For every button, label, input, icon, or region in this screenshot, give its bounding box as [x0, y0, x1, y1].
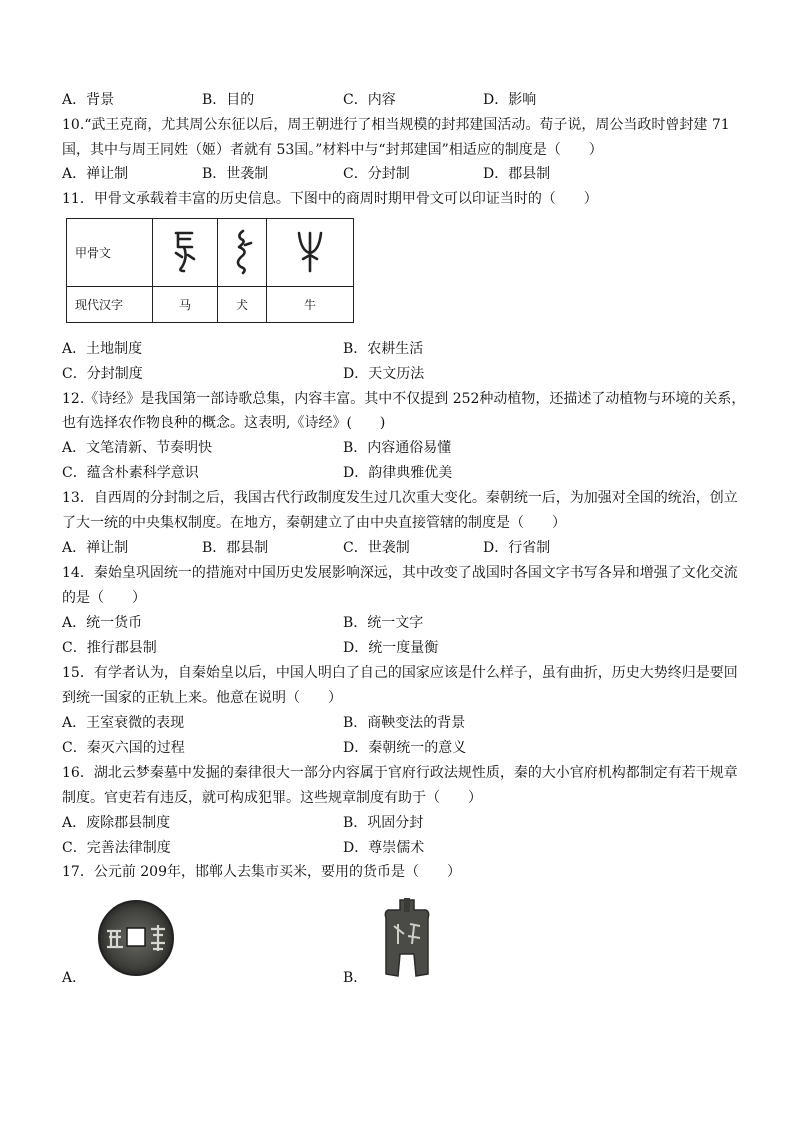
q10-option-c: C．分封制 — [343, 166, 410, 182]
q12-option-a: A．文笔清新、节奏明快 — [62, 440, 213, 456]
q15-option-a: A．王室衰微的表现 — [62, 715, 185, 731]
q15-option-b: B．商鞅变法的背景 — [343, 715, 466, 731]
table-row-label-oracle: 甲骨文 — [67, 219, 153, 287]
q16-stem-line-2: 制度。官吏若有违反，就可构成犯罪。这些规章制度有助于（ ） — [62, 790, 482, 806]
banliang-coin-image-icon — [93, 895, 179, 985]
q12-stem-line-2: 也有选择农作物良种的概念。这表明,《诗经》( ) — [62, 415, 386, 431]
q17-option-a: A． — [62, 970, 87, 986]
q12-option-b: B．内容通俗易懂 — [343, 440, 452, 456]
q17-stem-line-1: 17．公元前 209年，邯郸人去集市买米，要用的货币是（ ） — [62, 864, 461, 880]
q15-stem-line-2: 到统一国家的正轨上来。他意在说明（ ） — [62, 690, 342, 706]
q13-option-c: C．世袭制 — [343, 540, 410, 556]
modern-char-dog: 犬 — [218, 287, 267, 323]
q14-option-c: C．推行郡县制 — [62, 640, 157, 656]
q14-stem-line-2: 的是（ ） — [62, 590, 146, 606]
q11-option-d: D．天文历法 — [343, 366, 425, 382]
q16-option-d: D．尊崇儒术 — [343, 840, 425, 856]
q12-stem-line-1: 12.《诗经》是我国第一部诗歌总集，内容丰富。其中不仅提到 252种动植物，还描述了动植物与环境的关系， — [62, 391, 746, 407]
q16-option-a: A．废除郡县制度 — [62, 815, 171, 831]
q10-option-d: D．郡县制 — [483, 166, 551, 182]
q11-option-a: A．土地制度 — [62, 341, 143, 357]
q12-option-d: D．韵律典雅优美 — [343, 465, 453, 481]
q11-option-b: B．农耕生活 — [343, 341, 424, 357]
q13-stem-line-1: 13．自西周的分封制之后，我国古代行政制度发生过几次重大变化。秦朝统一后，为加强对全国的统治，创立 — [62, 490, 738, 506]
q15-option-d: D．秦朝统一的意义 — [343, 740, 467, 756]
q15-stem-line-1: 15．有学者认为，自秦始皇以后，中国人明白了自己的国家应该是什么样子，虽有曲折，历史大势终归是要回 — [62, 665, 738, 681]
q16-option-b: B．巩固分封 — [343, 815, 424, 831]
oracle-glyph-ox-icon — [267, 219, 354, 287]
q10-option-a: A．禅让制 — [62, 166, 129, 182]
q11-stem-line-1: 11．甲骨文承载着丰富的历史信息。下图中的商周时期甲骨文可以印证当时的（ ） — [62, 191, 598, 207]
oracle-glyph-dog-icon — [218, 219, 267, 287]
q10-stem-line-2: 国，其中与周王同姓（姬）者就有 53国。”材料中与“封邦建国”相适应的制度是（ ） — [62, 142, 603, 158]
q16-stem-line-1: 16．湖北云梦秦墓中发掘的秦律很大一部分内容属于官府行政法规性质，秦的大小官府机构都制定有若干规章 — [62, 765, 738, 781]
q13-option-b: B．郡县制 — [202, 540, 269, 556]
q10-stem-line-1: 10.“武王克商，尤其周公东征以后，周王朝进行了相当规模的封邦建国活动。荀子说，周公当政时曾封建 71 — [62, 117, 730, 133]
modern-char-horse: 马 — [153, 287, 218, 323]
q13-stem-line-2: 了大一统的中央集权制度。在地方，秦朝建立了由中央直接管辖的制度是（ ） — [62, 515, 566, 531]
q10-option-b: B．世袭制 — [202, 166, 269, 182]
q9-option-b: B．目的 — [202, 92, 255, 108]
q14-option-b: B．统一文字 — [343, 615, 424, 631]
oracle-bone-table — [66, 218, 354, 323]
q14-stem-line-1: 14．秦始皇巩固统一的措施对中国历史发展影响深远，其中改变了战国时各国文字书写各异和增强了文化交流 — [62, 565, 738, 581]
q14-option-a: A．统一货币 — [62, 615, 143, 631]
modern-char-ox: 牛 — [267, 287, 354, 323]
q9-option-a: A．背景 — [62, 92, 115, 108]
q13-option-a: A．禅让制 — [62, 540, 129, 556]
table-row-label-modern: 现代汉字 — [67, 287, 153, 323]
q9-option-d: D．影响 — [483, 92, 537, 108]
q9-option-c: C．内容 — [343, 92, 396, 108]
q16-option-c: C．完善法律制度 — [62, 840, 171, 856]
q17-option-b: B． — [343, 970, 368, 986]
spade-coin-image-icon — [370, 896, 444, 986]
q15-option-c: C．秦灭六国的过程 — [62, 740, 185, 756]
oracle-glyph-horse-icon — [153, 219, 218, 287]
q13-option-d: D．行省制 — [483, 540, 551, 556]
q11-option-c: C．分封制度 — [62, 366, 143, 382]
q12-option-c: C．蕴含朴素科学意识 — [62, 465, 199, 481]
q14-option-d: D．统一度量衡 — [343, 640, 439, 656]
